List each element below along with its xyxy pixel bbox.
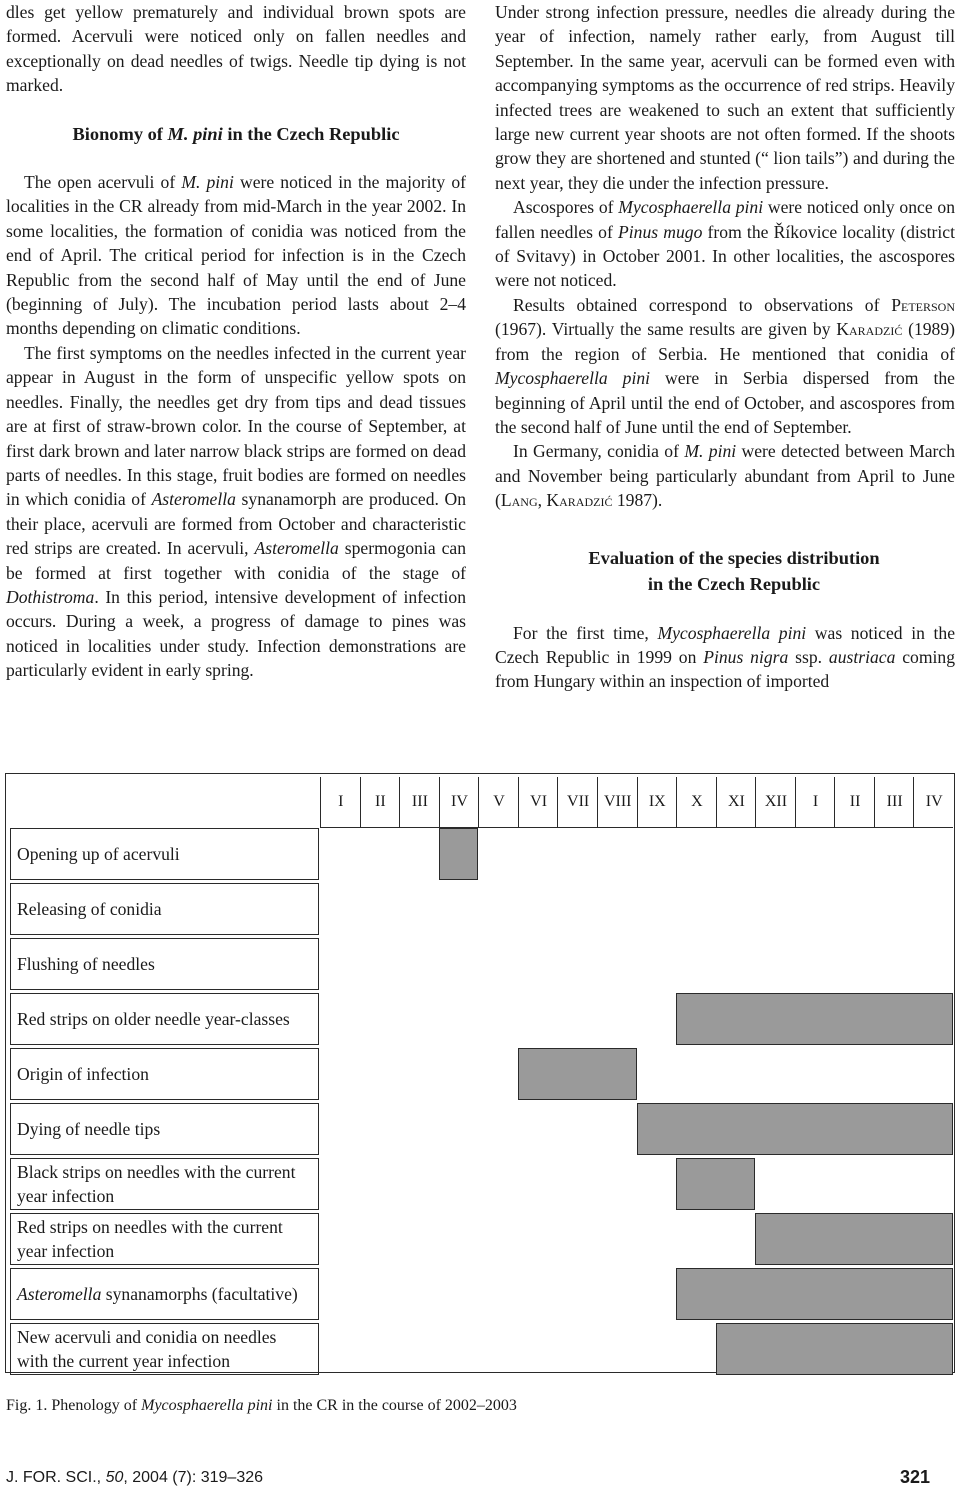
row-label	[10, 1158, 319, 1210]
species-name: Pinus nigra	[703, 646, 789, 667]
phenology-bar	[439, 828, 479, 880]
paragraph: dles get yellow prematurely and individual brown spots are formed. Acervuli were noticed only on fallen needles and exceptionally on dead needles of twigs. Needle tip dying is not marked.	[6, 2, 466, 96]
right-column	[495, 0, 955, 694]
phenology-bar	[676, 993, 953, 1045]
month-header: XII	[755, 777, 796, 827]
row-label-text: Red strips on older needle year-classes	[17, 1009, 290, 1029]
month-header: IV	[439, 777, 480, 827]
text: were noticed in the majority of localities in the CR already from mid-March in the year 2002. In some localities, the formation of conidia was noticed from the end of April. The critical period for infection is in the Czech Republic from the second half of May until the end of June (beginning of July). The incubation period lasts about 2–4 months depending on climatic conditions.	[6, 172, 466, 339]
citation-text: , 2004 (7): 319–326	[123, 1469, 264, 1486]
month-header: III	[874, 777, 915, 827]
text: coming from Hungary within an inspection of imported	[495, 646, 956, 692]
heading-text: in the Czech Republic	[222, 123, 400, 144]
citation-volume: 50	[105, 1469, 124, 1486]
text: The open acervuli of	[24, 172, 182, 193]
phenology-bar	[518, 1048, 637, 1100]
text: In Germany, conidia of	[513, 441, 685, 462]
species-name: Dothistroma	[6, 586, 95, 607]
text: from the Říkovice locality (district of Svitavy) in October 2001. In other localities, the ascospores were not noticed.	[495, 221, 955, 291]
text: The first symptoms on the needles infected in the current year appear in August in the form of unspecific yellow spots on needles. Finally, the needles get dry from tips and dead tissues are at first of straw-brown color. In the course of September, at first dark brown and later narrow black strips are formed on dead parts of needles. In this stage, fruit bodies are formed on needles in which conidia of	[6, 342, 466, 510]
page-number: 321	[900, 1467, 931, 1487]
species-name: Mycosphaerella pini	[618, 197, 764, 218]
month-header: I	[795, 777, 836, 827]
caption-text: in the CR in the course of 2002–2003	[272, 1397, 517, 1414]
month-header: II	[834, 777, 875, 827]
species-name: Asteromella	[254, 538, 339, 559]
section-heading	[6, 122, 466, 146]
month-header: VIII	[597, 777, 638, 827]
species-name: austriaca	[828, 646, 896, 667]
section-heading-line1: Evaluation of the species distribution	[588, 547, 880, 568]
row-label	[10, 993, 319, 1045]
row-label-text: Flushing of needles	[17, 954, 155, 974]
row-label-text: Opening up of acervuli	[17, 844, 180, 864]
paragraph	[495, 195, 955, 293]
phenology-bar	[676, 1158, 755, 1210]
month-header: IV	[913, 777, 954, 827]
row-label-text: Asteromella synanamorphs (facultative)	[17, 1284, 298, 1304]
author-name: Karadzić	[836, 319, 903, 340]
month-header: I	[320, 777, 361, 827]
text: (1989) from the region of Serbia. He mentioned that conidia of	[495, 319, 955, 364]
text: Ascospores of	[513, 197, 619, 218]
paragraph	[6, 170, 466, 341]
author-name: Karadzić	[546, 490, 613, 511]
text: . In this period, intensive development of infection occurs. During a week, a progress of damage to pines was noticed in localities under study. Infection demonstrations are particularly evident in early spring.	[6, 586, 466, 681]
month-header: II	[360, 777, 401, 827]
paragraph: Under strong infection pressure, needles die already during the year of infection, namely rather early, from August till September. In the same year, acervuli can be formed even with accompanying symptoms as the occurrence of red strips. Heavily infected trees are weakened to such an extent that sufficiently large new current year shoots are not often formed. If the shoots grow they are shortened and stunted (“ lion tails”) and during the next year, they die under the infection pressure.	[495, 2, 955, 193]
text: (1967). Virtually the same results are given by	[495, 319, 837, 340]
header-underline	[320, 827, 953, 828]
row-label-text: New acervuli and conidia on needles with the current year infection	[17, 1327, 277, 1371]
caption-species: Mycosphaerella pini	[141, 1397, 273, 1414]
heading-species: M. pini	[167, 123, 223, 144]
text: were detected between March and November being particularly abundant from April to June (	[495, 441, 955, 511]
left-column	[6, 0, 466, 683]
species-name: M. pini	[684, 441, 737, 462]
text: was noticed in the Czech Republic in 1999 on	[495, 622, 956, 667]
text: 1987).	[612, 490, 663, 511]
citation-text: J. FOR. SCI.,	[6, 1469, 106, 1486]
row-label	[10, 1103, 319, 1155]
phenology-bar	[716, 1323, 953, 1375]
row-label	[10, 828, 319, 880]
species-name: Pinus mugo	[618, 221, 703, 242]
row-label	[10, 1048, 319, 1100]
month-header: VI	[518, 777, 559, 827]
text: synanamorph are produced. On their place, acervuli are formed from October and characteristic red strips are created. In acervuli,	[6, 489, 466, 559]
species-name: Mycosphaerella pini	[657, 622, 807, 643]
species-name: M. pini	[181, 172, 234, 193]
row-label-text: Releasing of conidia	[17, 899, 162, 919]
section-heading-line2: in the Czech Republic	[647, 573, 821, 594]
row-label-genus: Asteromella	[17, 1284, 102, 1304]
paragraph	[495, 439, 955, 512]
month-header: VII	[557, 777, 598, 827]
month-header: IX	[637, 777, 678, 827]
row-label	[10, 938, 319, 990]
row-label-text: Red strips on needles with the current year infection	[17, 1217, 283, 1261]
text: For the first time,	[513, 622, 658, 643]
month-header: XI	[716, 777, 757, 827]
paragraph	[495, 621, 955, 694]
species-name: Mycosphaerella pini	[495, 368, 651, 389]
row-label-text: Dying of needle tips	[17, 1119, 161, 1139]
month-header: III	[399, 777, 440, 827]
heading-text: Bionomy of	[72, 123, 168, 144]
paragraph	[495, 293, 955, 439]
row-label	[10, 883, 319, 935]
row-label-text: Origin of infection	[17, 1064, 149, 1084]
author-name: Peterson	[891, 294, 955, 315]
row-label-text: Black strips on needles with the current year infection	[17, 1162, 296, 1206]
paragraph	[6, 341, 466, 683]
author-name: Lang	[500, 490, 538, 511]
caption-text: Fig. 1. Phenology of	[6, 1397, 142, 1414]
row-label	[10, 1213, 319, 1265]
phenology-bar	[676, 1268, 953, 1320]
month-header: X	[676, 777, 717, 827]
text: were noticed only once on fallen needles of	[495, 197, 955, 242]
species-name: Asteromella	[151, 489, 236, 510]
row-label	[10, 1323, 319, 1375]
phenology-figure	[5, 773, 955, 1373]
row-label	[10, 1268, 319, 1320]
journal-citation	[6, 1469, 263, 1487]
figure-caption	[6, 1397, 517, 1415]
text: were in Serbia dispersed from the beginning of April until the end of October, and ascospores from the second half of June until the end of September.	[495, 368, 955, 437]
text: Results obtained correspond to observations of	[513, 294, 892, 315]
text: ,	[537, 490, 547, 511]
phenology-bar	[755, 1213, 953, 1265]
text: spermogonia can be formed at first together with conidia of the stage of	[6, 538, 466, 583]
month-header: V	[478, 777, 519, 827]
phenology-bar	[637, 1103, 954, 1155]
text: ssp.	[788, 646, 829, 667]
